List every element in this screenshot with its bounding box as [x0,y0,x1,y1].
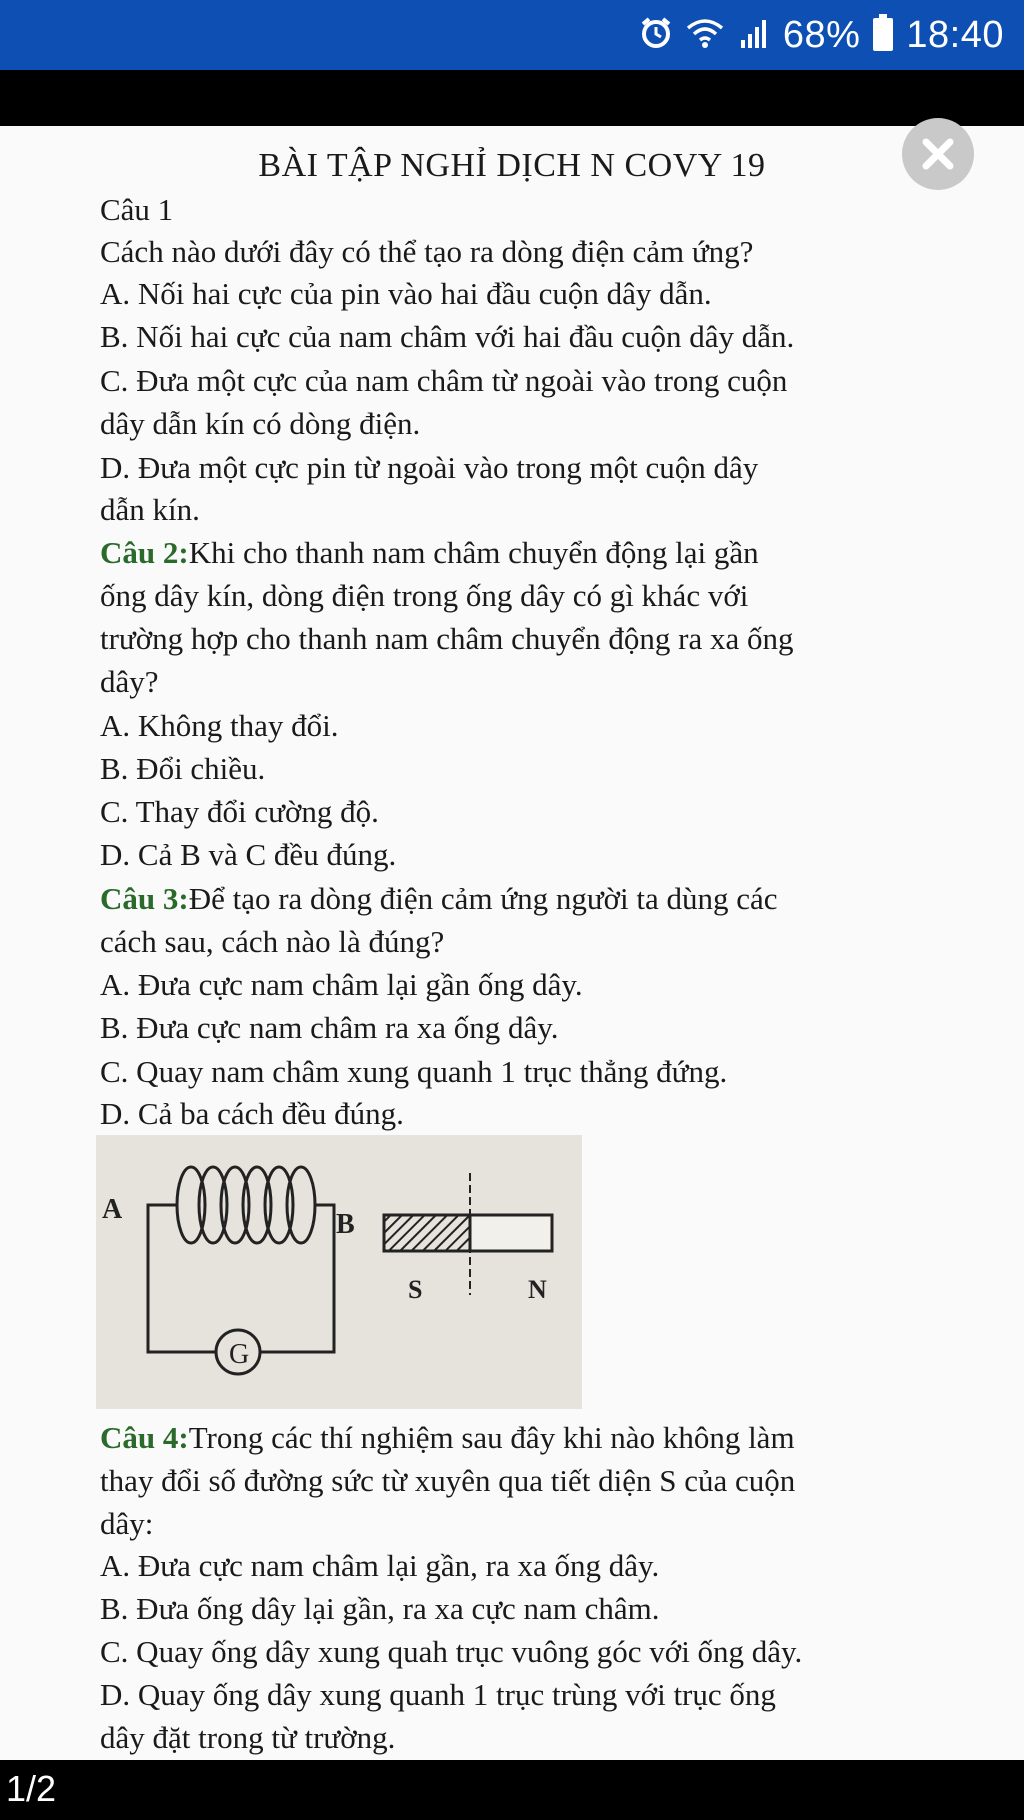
close-button[interactable] [902,118,974,190]
magnet-south-half [384,1215,470,1251]
q2-line: ống dây kín, dòng điện trong ống dây có gì khác với [100,578,749,613]
q1-option-d-cont: dẫn kín. [100,492,200,527]
q1-option-b: B. Nối hai cực của nam châm với hai đầu cuộn dây dẫn. [100,319,795,354]
q4-option-d-cont: dây đặt trong từ trường. [100,1720,396,1755]
q2-label: Câu 2: [100,535,189,570]
q4-line: thay đổi số đường sức từ xuyên qua tiết diện S của cuộn [100,1463,796,1498]
q2-option-d: D. Cả B và C đều đúng. [100,837,397,872]
q4-line: dây: [100,1506,154,1541]
q3-option-d: D. Cả ba cách đều đúng. [100,1096,404,1131]
q2-line [100,533,759,573]
magnet-s-label: S [408,1275,423,1304]
alarm-icon [639,16,673,55]
figure-coil-magnet [96,1135,582,1409]
q4-option-a: A. Đưa cực nam châm lại gần, ra xa ống dây. [100,1548,660,1583]
q1-line: Cách nào dưới đây có thể tạo ra dòng điện cảm ứng? [100,234,754,269]
q2-line: trường hợp cho thanh nam châm chuyển động ra xa ống [100,621,794,656]
q3-line [100,879,778,919]
galvanometer-label: G [229,1339,250,1370]
q1-option-c: C. Đưa một cực của nam châm từ ngoài vào trong cuộn [100,363,788,398]
q2-option-c: C. Thay đổi cường độ. [100,794,379,829]
magnet-north-half [470,1215,552,1251]
q1-heading: Câu 1 [100,192,174,227]
q4-option-c: C. Quay ống dây xung quah trục vuông góc với ống dây. [100,1634,803,1669]
q3-option-b: B. Đưa cực nam châm ra xa ống dây. [100,1010,559,1045]
magnet-n-label: N [528,1275,547,1304]
q3-line: cách sau, cách nào là đúng? [100,924,445,959]
q1-option-c-cont: dây dẫn kín có dòng điện. [100,406,421,441]
battery-icon [872,14,894,57]
q1-option-d: D. Đưa một cực pin từ ngoài vào trong một cuộn dây [100,450,759,485]
close-icon [918,134,958,174]
q1-option-a: A. Nối hai cực của pin vào hai đầu cuộn dây dẫn. [100,276,712,311]
q2-text: Khi cho thanh nam châm chuyển động lại gần [188,535,759,570]
battery-percent: 68% [782,13,861,56]
status-bar [0,0,1024,70]
q3-option-c: C. Quay nam châm xung quanh 1 trục thẳng đứng. [100,1054,728,1089]
figure-diagram [96,1135,582,1409]
q4-line [100,1418,795,1458]
coil-end-a-label: A [102,1194,123,1225]
q4-option-d: D. Quay ống dây xung quanh 1 trục trùng với trục ống [100,1677,776,1712]
q4-label: Câu 4: [100,1420,189,1455]
q3-text: Để tạo ra dòng điện cảm ứng người ta dùng các [188,881,778,916]
clock: 18:40 [906,13,1004,56]
coil [177,1167,315,1243]
q2-option-a: A. Không thay đổi. [100,708,339,743]
viewer-toolbar [0,70,1024,126]
coil-end-b-label: B [336,1209,355,1240]
signal-icon [737,16,771,55]
q3-option-a: A. Đưa cực nam châm lại gần ống dây. [100,967,583,1002]
q3-label: Câu 3: [100,881,189,916]
wifi-icon [685,16,725,55]
q4-text: Trong các thí nghiệm sau đây khi nào không làm [188,1420,795,1455]
document-title: BÀI TẬP NGHỈ DỊCH N COVY 19 [258,147,766,184]
page-indicator: 1/2 [6,1768,57,1809]
q2-line: dây? [100,664,159,699]
viewer-bottom-bar [0,1760,1024,1820]
q2-option-b: B. Đổi chiều. [100,751,266,786]
q4-option-b: B. Đưa ống dây lại gần, ra xa cực nam châm. [100,1591,660,1626]
